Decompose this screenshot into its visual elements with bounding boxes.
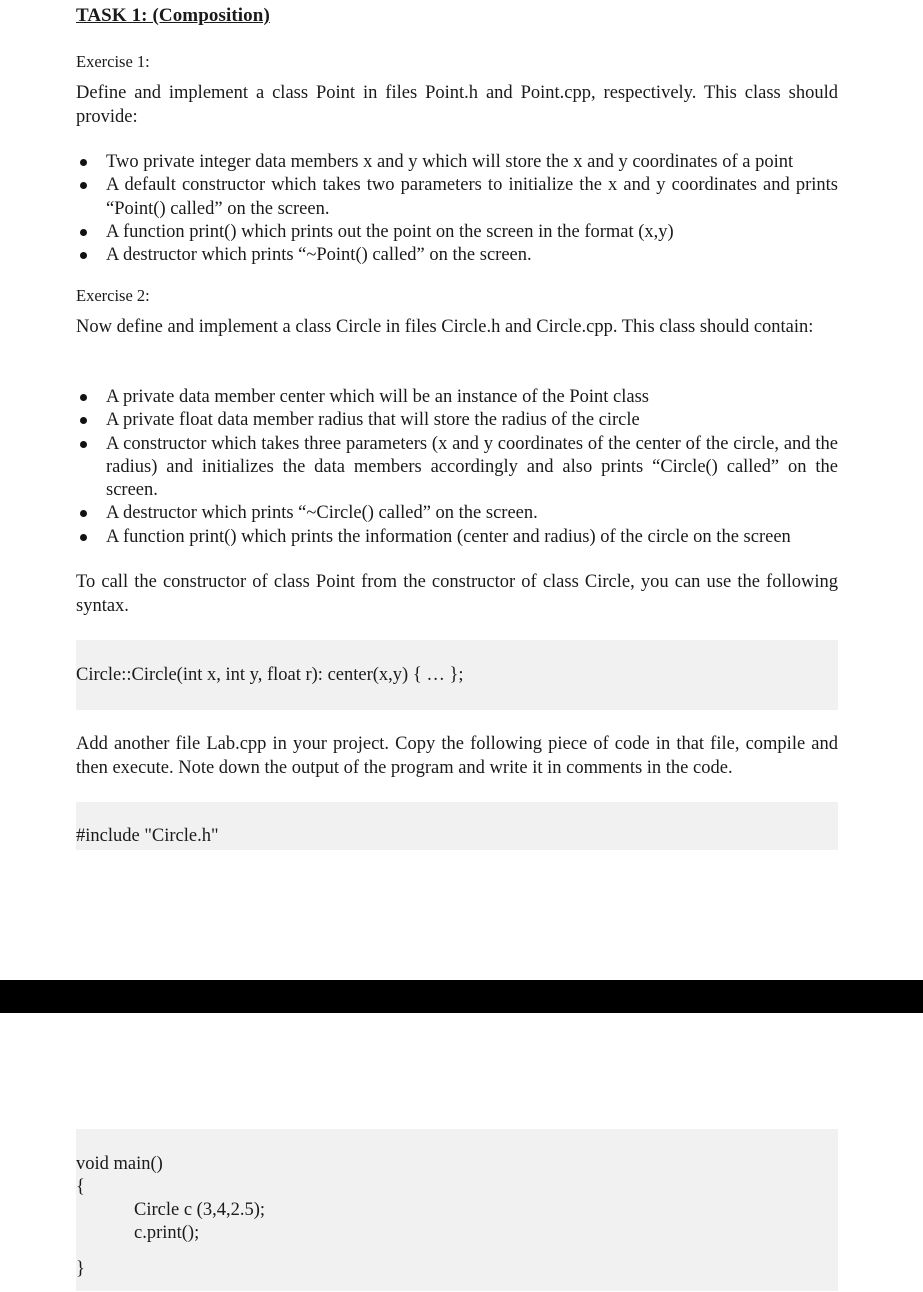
list-item: A function print() which prints the information (center and radius) of the circle on the screen [76,526,838,549]
code-line-main-signature: void main() [76,1154,163,1174]
task-title: TASK 1: (Composition) [76,5,270,26]
list-item: A function print() which prints out the point on the screen in the format (x,y) [76,221,838,244]
constructor-call-note: To call the constructor of class Point from the constructor of class Circle, you can use the following syntax. [76,572,838,616]
syntax-code-block [76,640,838,710]
list-item: A destructor which prints “~Point() called” on the screen. [76,244,838,267]
exercise-2-intro: Now define and implement a class Circle in files Circle.h and Circle.cpp. This class should contain: [76,317,814,337]
list-item: A constructor which takes three parameters (x and y coordinates of the center of the circle, and the radius) and initializes the data members accordingly and also prints “Circle() called” on the screen. [76,433,838,503]
bullet-icon [80,159,87,166]
code-line-open-brace: { [76,1177,85,1197]
bullet-icon [80,441,87,448]
exercise-1-intro: Define and implement a class Point in files Point.h and Point.cpp, respectively. This class should provide: [76,83,838,127]
bullet-icon [80,417,87,424]
include-code-line: #include "Circle.h" [76,826,219,846]
list-item: Two private integer data members x and y which will store the x and y coordinates of a point [76,151,838,174]
exercise-1-label: Exercise 1: [76,52,150,71]
bullet-icon [80,182,87,189]
include-code-block [76,802,838,850]
bullet-icon [80,394,87,401]
list-item: A private data member center which will be an instance of the Point class [76,386,838,409]
bullet-icon [80,252,87,259]
exercise-2-label: Exercise 2: [76,286,150,305]
list-item: A destructor which prints “~Circle() called” on the screen. [76,502,838,525]
code-line-close-brace: } [76,1259,85,1279]
code-line-print-call: c.print(); [134,1223,200,1243]
lab-file-note: Add another file Lab.cpp in your project. Copy the following piece of code in that file, compile and then execute. Note down the output of the program and write it in comments in the code. [76,734,838,778]
syntax-code-line: Circle::Circle(int x, int y, float r): center(x,y) { … }; [76,665,464,685]
bullet-icon [80,510,87,517]
exercise-1-list [76,151,838,267]
code-line-circle-decl: Circle c (3,4,2.5); [134,1200,265,1220]
list-item: A private float data member radius that will store the radius of the circle [76,409,838,432]
bullet-icon [80,229,87,236]
redaction-bar [0,980,923,1013]
exercise-2-list [76,386,838,549]
main-code-block [76,1129,838,1291]
list-item: A default constructor which takes two parameters to initialize the x and y coordinates and prints “Point() called” on the screen. [76,174,838,221]
bullet-icon [80,534,87,541]
